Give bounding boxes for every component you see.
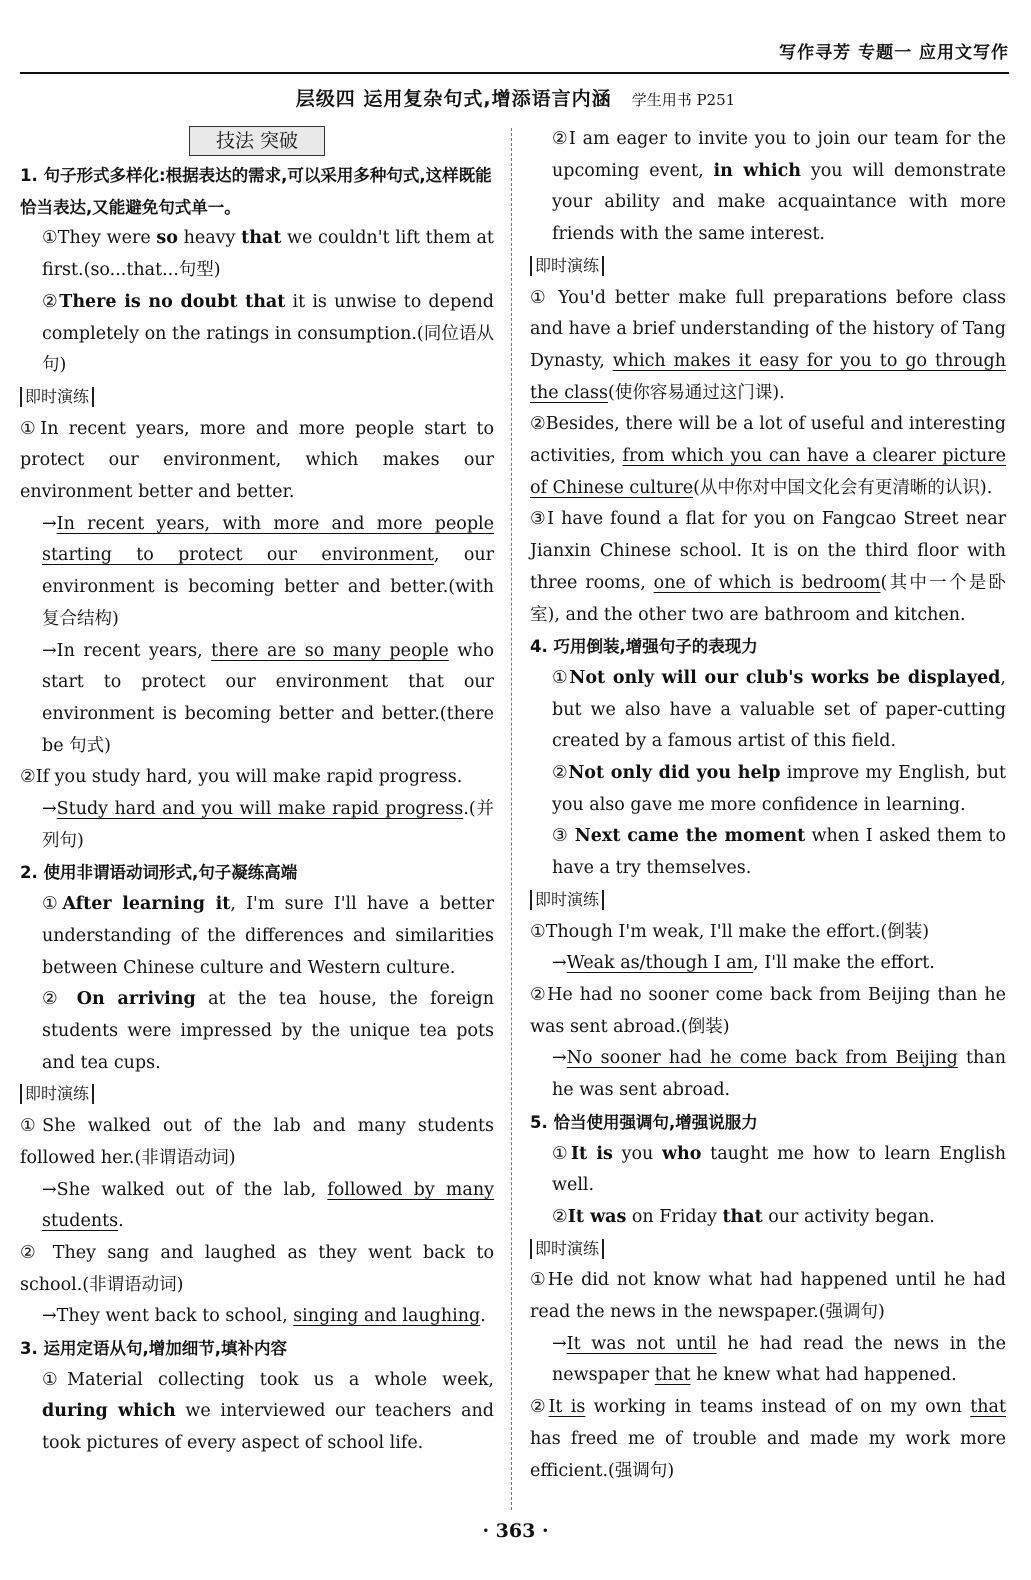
example-4-3: ③ Next came the moment when I asked them to have a try themselves. [552, 826, 1006, 879]
practice-2-1: ①She walked out of the lab and many students followed her.(非谓语动词) [20, 1116, 494, 1168]
heading-2: 2. 使用非谓语动词形式,句子凝练高端 [20, 863, 298, 883]
column-divider [511, 128, 512, 1510]
answer-2-2: →They went back to school, singing and laughing. [42, 1306, 486, 1327]
example-2-2: ② On arriving at the tea house, the foreign students were impressed by the unique tea pots and tea cups. [42, 989, 494, 1073]
practice-4-1: ①Though I'm weak, I'll make the effort.(倒装) [530, 921, 930, 942]
answer-4-1: →Weak as/though I am, I'll make the effort. [552, 953, 935, 974]
page-number: · 363 · [482, 1520, 549, 1542]
technique-badge: 技法 突破 [189, 126, 325, 156]
answer-2-1: →She walked out of the lab, followed by many students. [42, 1179, 494, 1232]
practice-3-2: ②Besides, there will be a lot of useful and interesting activities, from which you can have a clearer picture of Chinese culture(从中你对中国文化会有更清晰的认识). [530, 414, 1006, 498]
example-3-1: ①Material collecting took us a whole week, during which we interviewed our teachers and took pictures of every aspect of school life. [42, 1369, 494, 1454]
practice-1-1: ①In recent years, more and more people start to protect our environment, which makes our environment better and better. [20, 418, 494, 503]
example-1-1: ①They were so heavy that we couldn't lift them at first.(so...that...句型) [42, 228, 494, 281]
answer-1-2: →Study hard and you will make rapid progress.(并列句) [42, 799, 494, 851]
heading-5: 5. 恰当使用强调句,增强说服力 [530, 1112, 758, 1132]
example-1-2: ②There is no doubt that it is unwise to depend completely on the ratings in consumption.(同位语从句) [42, 291, 495, 376]
heading-4: 4. 巧用倒装,增强句子的表现力 [530, 637, 758, 657]
practice-4-2: ②He had no sooner come back from Beijing than he was sent abroad.(倒装) [530, 984, 1006, 1037]
example-3-2: ②I am eager to invite you to join our team for the upcoming event, in which you will demonstrate your ability and make acquaintance with more friends with the same interest. [552, 129, 1007, 245]
answer-4-2: →No sooner had he come back from Beijing than he was sent abroad. [552, 1048, 1006, 1101]
answer-1-1a: →In recent years, with more and more people starting to protect our environment, our environment is becoming better and better.(with 复合结构) [42, 513, 494, 629]
practice-label: 即时演练 [530, 1239, 604, 1259]
practice-1-2: ②If you study hard, you will make rapid progress. [20, 767, 463, 788]
practice-5-1: ①He did not know what had happened until he had read the news in the newspaper.(强调句) [530, 1270, 1006, 1323]
practice-label: 即时演练 [530, 890, 604, 910]
practice-3-3: ③I have found a flat for you on Fangcao Street near Jianxin Chinese school. It is on the third floor with three rooms, one of which is bedroom(其中一个是卧室), and the other two are bathroom and kitchen. [530, 509, 1007, 625]
section-title [0, 84, 1031, 111]
example-5-1: ①It is you who taught me how to learn English well. [552, 1143, 1006, 1196]
answer-1-1b: →In recent years, there are so many people who start to protect our environment that our environment is becoming better and better.(there be 句式) [42, 640, 494, 756]
section-title-main: 层级四 运用复杂句式,增添语言内涵 [295, 88, 612, 110]
answer-5-1: →It was not until he had read the news in the newspaper that he knew what had happened. [552, 1333, 1007, 1386]
practice-3-1: ① You'd better make full preparations before class and have a brief understanding of the history of Tang Dynasty, which makes it easy for you to go through the class(使你容易通过这门课). [530, 287, 1006, 403]
practice-label: 即时演练 [530, 256, 604, 276]
running-header: 写作寻芳 专题一 应用文写作 [779, 43, 1009, 63]
left-column [20, 124, 494, 1460]
practice-2-2: ② They sang and laughed as they went back to school.(非谓语动词) [20, 1242, 494, 1295]
header-rule [20, 72, 1009, 74]
example-4-1: ①Not only will our club's works be displayed, but we also have a valuable set of paper-cutting created by a famous artist of this field. [552, 667, 1006, 752]
example-5-2: ②It was on Friday that our activity began. [552, 1206, 935, 1227]
practice-label: 即时演练 [20, 387, 94, 407]
example-2-1: ①After learning it, I'm sure I'll have a better understanding of the differences and similarities between Chinese culture and Western culture. [42, 894, 494, 978]
right-column [530, 124, 1006, 1487]
heading-1: 1. 句子形式多样化:根据表达的需求,可以采用多种句式,这样既能恰当表达,又能避免句式单一。 [20, 166, 492, 217]
practice-label: 即时演练 [20, 1084, 94, 1104]
example-4-2: ②Not only did you help improve my English, but you also gave me more confidence in learning. [552, 763, 1007, 815]
practice-5-2: ②It is working in teams instead of on my own that has freed me of trouble and made my work more efficient.(强调句) [530, 1397, 1006, 1481]
heading-3: 3. 运用定语从句,增加细节,填补内容 [20, 1339, 288, 1359]
page-reference: 学生用书 P251 [631, 91, 736, 109]
